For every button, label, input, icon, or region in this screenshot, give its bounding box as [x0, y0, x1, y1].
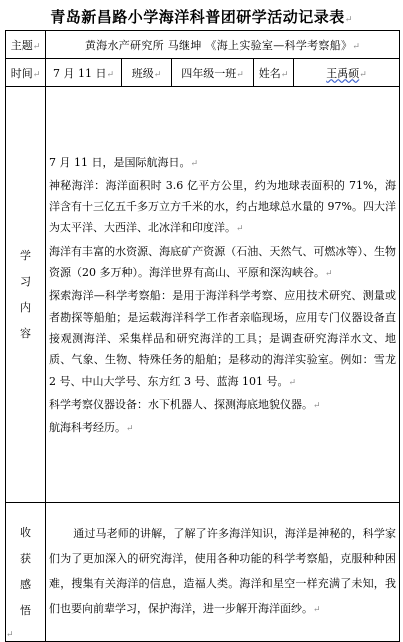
content-paragraph: 神秘海洋：海洋面积时 3.6 亿平方公里，约为地球表面积的 71%，海洋含有十三亿五千多万立方千米的水，约占地球总水量的 97%。四大洋为太平洋、大西洋、北冰洋和印度洋。↵	[49, 178, 396, 235]
content-paragraph: 海洋有丰富的水资源、海底矿产资源（石油、天然气、可燃冰等）、生物资源（20 多万种）。海洋世界有高山、平原和深沟峡谷。↵	[49, 244, 396, 280]
end-paragraph-mark: ↵	[6, 630, 14, 640]
gain-label-char: 收	[20, 526, 31, 539]
content-label-char: 习	[20, 274, 31, 288]
name-value-cell: 王禹硕↵	[294, 59, 400, 87]
record-form-table	[5, 30, 400, 642]
topic-label: 主题	[10, 38, 33, 52]
content-label-cell	[6, 87, 46, 503]
content-paragraph: 7 月 11 日，是国际航海日。↵	[49, 155, 199, 169]
class-label-cell: 班级↵	[122, 59, 172, 87]
name-label: 姓名	[258, 66, 281, 80]
content-label-char: 容	[20, 326, 31, 340]
gain-paragraph: 通过马老师的讲解，了解了许多海洋知识，海洋是神秘的，科学家们为了更加深入的研究海洋，使用各种功能的科学考察船，克服种种困难，搜集有关海洋的信息，造福人类。海洋和星空一样充满了未知，我们也要向前辈学习，保护海洋，进一步解开海洋面纱。↵	[49, 527, 396, 615]
class-label: 班级	[131, 66, 154, 80]
content-label-char: 学	[20, 248, 31, 262]
time-label-cell: 时间↵	[6, 59, 46, 87]
name-label-cell: 姓名↵	[254, 59, 294, 87]
class-value: 四年级一班	[181, 66, 237, 80]
date-cell: 7 月 11 日↵	[46, 59, 122, 87]
gain-label-cell	[6, 503, 46, 642]
gain-label-char: 感	[20, 578, 31, 591]
title-text: 青岛新昌路小学海洋科普团研学活动记录表	[50, 8, 345, 26]
content-paragraph: 航海科考经历。↵	[49, 421, 134, 435]
gain-body-cell	[46, 503, 400, 642]
topic-label-cell: 主题↵	[6, 31, 46, 59]
gain-row	[6, 503, 400, 642]
content-paragraph: 科学考察仪器设备：水下机器人、探测海底地貌仪器。↵	[49, 397, 321, 411]
content-row	[6, 87, 400, 503]
content-paragraph: 探索海洋—科学考察船：是用于海洋科学考察、应用技术研究、测量或者勘探等船舶；是运载海洋科学工作者亲临现场，应用专门仪器设备直接观测海洋、采集样品和研究海洋的工具；是调查研究海洋水文、地质、气象、生物、特殊任务的船舶；是移动的海洋实验室。例如：雪龙 2 号、中山大学号、东方红 3 号、蓝海 101 号。↵	[49, 289, 396, 388]
topic-value: 黄海水产研究所 马继坤 《海上实验室—科学考察船》	[84, 38, 353, 52]
content-body-cell	[46, 87, 400, 503]
topic-value-cell: 黄海水产研究所 马继坤 《海上实验室—科学考察船》↵	[46, 31, 400, 59]
date-value: 7 月 11 日	[52, 66, 107, 80]
paragraph-mark: ↵	[344, 15, 353, 25]
topic-row	[6, 31, 400, 59]
content-label-char: 内	[20, 300, 31, 314]
gain-label-char: 悟	[20, 604, 31, 617]
class-value-cell: 四年级一班↵	[172, 59, 254, 87]
time-label: 时间	[10, 66, 33, 80]
name-value: 王禹硕	[326, 66, 360, 80]
gain-label-char: 获	[20, 552, 31, 565]
time-row	[6, 59, 400, 87]
document-title	[0, 6, 403, 27]
